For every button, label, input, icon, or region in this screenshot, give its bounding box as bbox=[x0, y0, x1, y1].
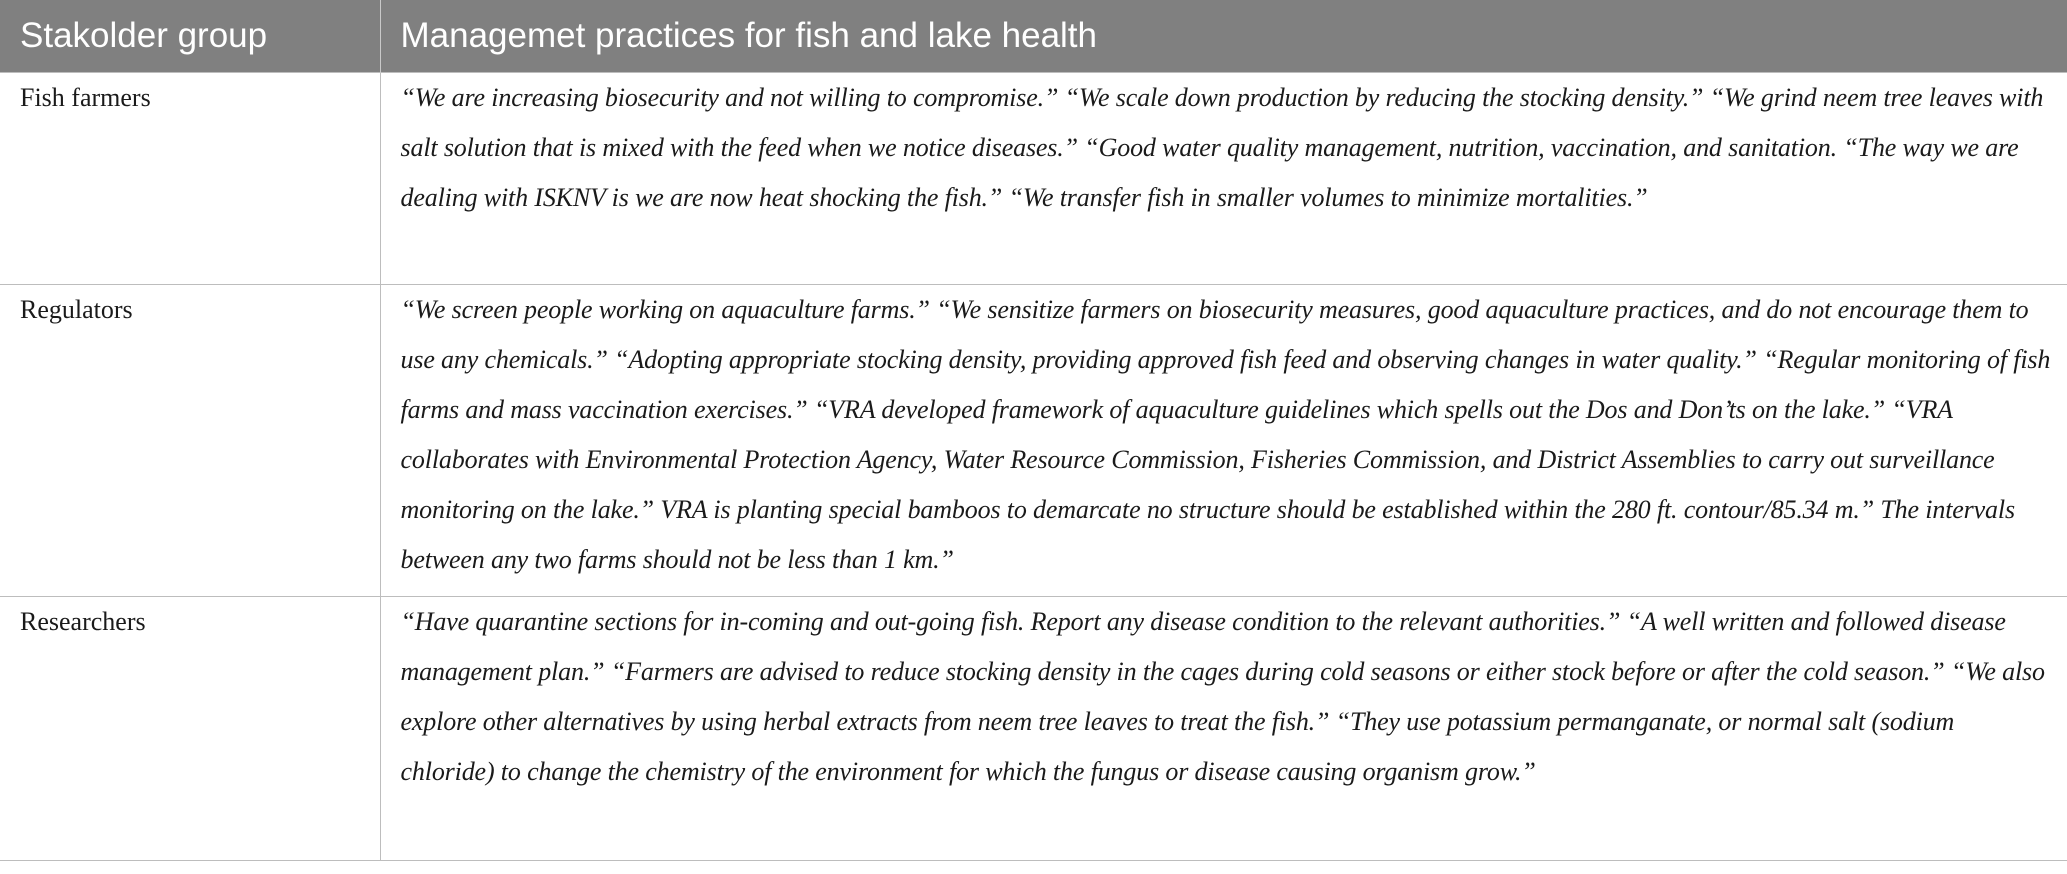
header-stakeholder-group: Stakolder group bbox=[0, 0, 380, 72]
practices-cell: “We screen people working on aquaculture farms.” “We sensitize farmers on biosecurity measures, good aquaculture practices, and do not encourage them to use any chemicals.” “Adopting appropriate stocking density, providing approved fish feed and observing changes in water quality.” “Regular monitoring of fish farms and mass vaccination exercises.” “VRA developed framework of aquaculture guidelines which spells out the Dos and Don’ts on the lake.” “VRA collaborates with Environmental Protection Agency, Water Resource Commission, Fisheries Commission, and District Assemblies to carry out surveillance monitoring on the lake.” VRA is planting special bamboos to demarcate no structure should be established within the 280 ft. contour/85.34 m.” The intervals between any two farms should not be less than 1 km.” bbox=[380, 284, 2067, 596]
group-cell: Regulators bbox=[0, 284, 380, 596]
header-row bbox=[0, 0, 2067, 72]
practices-cell: “We are increasing biosecurity and not willing to compromise.” “We scale down production by reducing the stocking density.” “We grind neem tree leaves with salt solution that is mixed with the feed when we notice diseases.” “Good water quality management, nutrition, vaccination, and sanitation. “The way we are dealing with ISKNV is we are now heat shocking the fish.” “We transfer fish in smaller volumes to minimize mortalities.” bbox=[380, 72, 2067, 284]
table-row bbox=[0, 596, 2067, 860]
table-body bbox=[0, 72, 2067, 860]
header-management-practices: Managemet practices for fish and lake health bbox=[380, 0, 2067, 72]
group-cell: Fish farmers bbox=[0, 72, 380, 284]
practices-cell: “Have quarantine sections for in-coming and out-going fish. Report any disease condition to the relevant authorities.” “A well written and followed disease management plan.” “Farmers are advised to reduce stocking density in the cages during cold seasons or either stock before or after the cold season.” “We also explore other alternatives by using herbal extracts from neem tree leaves to treat the fish.” “They use potassium permanganate, or normal salt (sodium chloride) to change the chemistry of the environment for which the fungus or disease causing organism grow.” bbox=[380, 596, 2067, 860]
table-header bbox=[0, 0, 2067, 72]
table-row bbox=[0, 284, 2067, 596]
table-row bbox=[0, 72, 2067, 284]
group-cell: Researchers bbox=[0, 596, 380, 860]
